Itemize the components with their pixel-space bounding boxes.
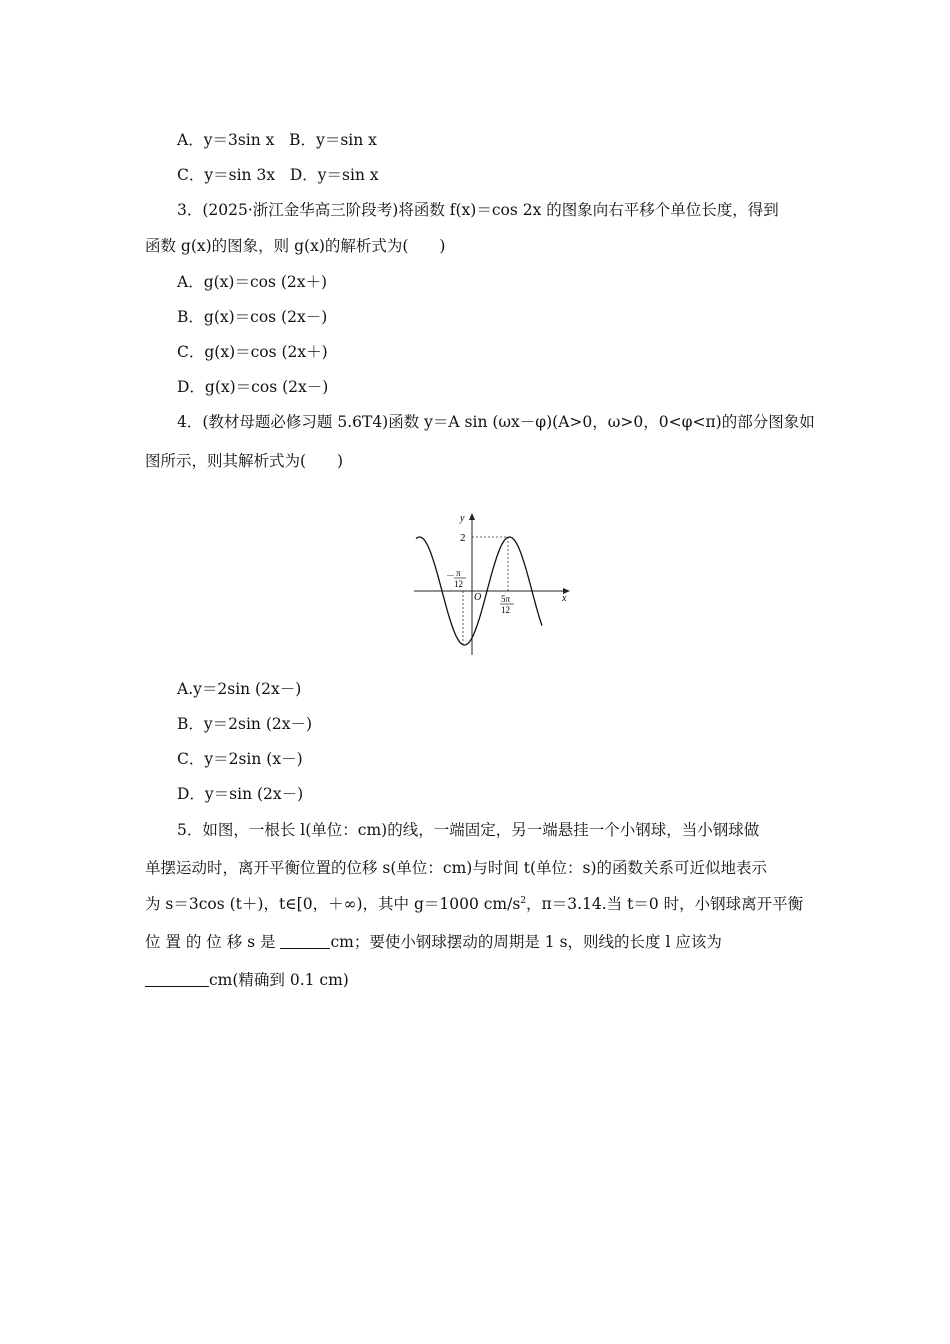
q5-line-4-tail: cm；要使小钢球摆动的周期是 1 s，则线的长度 l 应该为 — [330, 933, 722, 951]
answer-blank-2[interactable] — [145, 971, 209, 988]
q3-option-c: C．g(x)＝cos (2x＋) — [177, 343, 328, 361]
q5-line-3-tail: ，π＝3.14.当 t＝0 时，小钢球离开平衡 — [526, 895, 804, 913]
q4-option-c: C．y＝2sin (x－) — [177, 750, 303, 768]
q5-line-4-lead: 位 置 的 位 移 s 是 — [145, 933, 276, 951]
q2-option-c-label: C． — [177, 166, 205, 184]
q4-stem-line-2: 图所示，则其解析式为( ) — [145, 452, 344, 470]
q2-option-b-label: B． — [289, 131, 317, 149]
right-tick-numerator: 5π — [501, 594, 511, 604]
sine-graph-figure — [410, 505, 580, 660]
q3-stem-line-2: 函数 g(x)的图象，则 g(x)的解析式为( ) — [145, 237, 446, 255]
q5-stem-line-5 — [145, 968, 349, 990]
left-tick-numerator: π — [456, 568, 461, 578]
y-axis-label: y — [460, 513, 465, 524]
q5-line-3-main: 为 s＝3cos (t＋)，t∈[0，＋∞)，其中 g＝1000 cm/s — [145, 895, 521, 913]
origin-label: O — [474, 592, 482, 603]
right-tick-denominator: 12 — [501, 605, 510, 615]
q3-option-d: D．g(x)＝cos (2x－) — [177, 378, 329, 396]
q5-stem-line-2: 单摆运动时，离开平衡位置的位移 s(单位：cm)与时间 t(单位：s)的函数关系可近似地表示 — [145, 859, 768, 877]
q2-option-a-label: A． — [177, 131, 204, 149]
q3-stem-line-1: 3．(2025·浙江金华高三阶段考)将函数 f(x)＝cos 2x 的图象向右平移个单位长度，得到 — [177, 201, 779, 219]
q2-options-row-2 — [177, 163, 379, 185]
q4-stem-line-1: 4．(教材母题必修习题 5.6T4)函数 y＝A sin (ωx－φ)(A>0，ω>0，0<φ<π)的部分图象如 — [177, 413, 815, 431]
q3-option-b: B．g(x)＝cos (2x－) — [177, 308, 328, 326]
q2-option-d-label: D． — [289, 166, 318, 184]
q4-option-a: A.y＝2sin (2x－) — [177, 680, 302, 698]
q4-option-d: D．y＝sin (2x－) — [177, 785, 304, 803]
q5-exponent: 2 — [520, 895, 527, 906]
q4-option-b: B．y＝2sin (2x－) — [177, 715, 313, 733]
q2-option-d: y＝sin x — [317, 166, 379, 184]
q2-option-a: y＝3sin x — [203, 131, 275, 149]
max-value-label: 2 — [460, 532, 466, 544]
q5-line-5-tail: cm(精确到 0.1 cm) — [209, 971, 349, 989]
q3-option-a: A．g(x)＝cos (2x＋) — [177, 273, 328, 291]
q5-stem-line-1: 5．如图，一根长 l(单位：cm)的线，一端固定，另一端悬挂一个小钢球，当小钢球做 — [177, 821, 760, 839]
answer-blank-1[interactable] — [280, 933, 330, 950]
left-tick-sign: － — [446, 571, 456, 581]
x-axis-label: x — [562, 593, 567, 604]
left-tick-denominator: 12 — [454, 579, 463, 589]
q5-stem-line-4 — [145, 930, 722, 952]
q2-option-c: y＝sin 3x — [204, 166, 276, 184]
q2-option-b: y＝sin x — [316, 131, 377, 149]
y-axis-arrow-icon — [469, 513, 475, 520]
q2-options-row-1 — [177, 128, 377, 150]
q5-stem-line-3 — [145, 892, 803, 914]
